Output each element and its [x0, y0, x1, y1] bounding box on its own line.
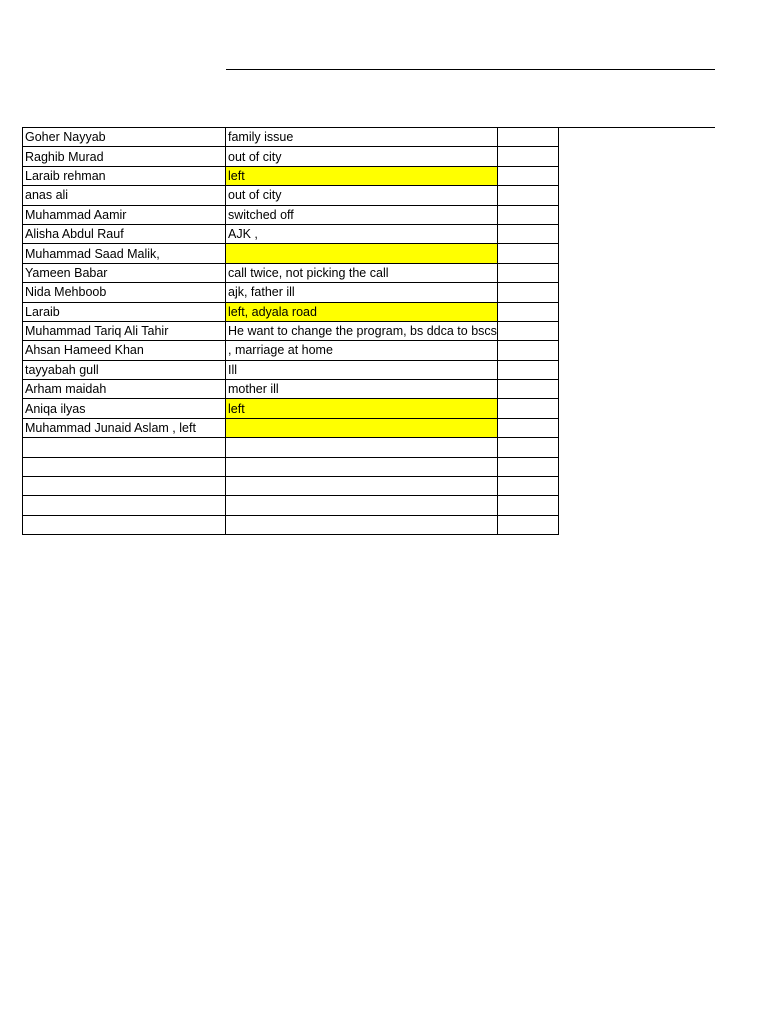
empty-cell [497, 496, 558, 515]
note-cell[interactable] [226, 224, 498, 243]
note-cell-highlighted[interactable] [226, 302, 498, 321]
name-text: Arham maidah [25, 382, 107, 397]
note-text: Ill [228, 362, 238, 377]
name-cell[interactable] [23, 224, 226, 243]
name-cell[interactable] [23, 418, 226, 437]
empty-cell [497, 341, 558, 360]
name-cell[interactable] [23, 477, 226, 496]
note-cell[interactable] [226, 380, 498, 399]
empty-cell [497, 438, 558, 457]
empty-cell [497, 224, 558, 243]
empty-cell [497, 166, 558, 185]
note-text: He want to change the program, bs ddca to bscs [228, 324, 497, 339]
table-row [23, 360, 559, 379]
note-text: left [228, 168, 245, 183]
name-text: Nida Mehboob [25, 285, 107, 300]
top-rule [226, 69, 715, 70]
note-cell[interactable] [226, 457, 498, 476]
note-cell[interactable] [226, 147, 498, 166]
note-cell[interactable] [226, 321, 498, 340]
empty-cell [497, 360, 558, 379]
name-cell[interactable] [23, 283, 226, 302]
table-row [23, 302, 559, 321]
table-row [23, 515, 559, 534]
name-cell[interactable] [23, 457, 226, 476]
name-text: Aniqa ilyas [25, 401, 86, 416]
name-text: Muhammad Saad Malik, [25, 246, 160, 261]
note-cell[interactable] [226, 205, 498, 224]
empty-cell [497, 399, 558, 418]
empty-cell [497, 263, 558, 282]
empty-cell [497, 457, 558, 476]
note-cell[interactable] [226, 128, 498, 147]
table-row [23, 205, 559, 224]
name-text: Raghib Murad [25, 149, 104, 164]
note-text: , marriage at home [228, 343, 333, 358]
note-cell[interactable] [226, 283, 498, 302]
name-cell[interactable] [23, 244, 226, 263]
name-cell[interactable] [23, 263, 226, 282]
table-body [23, 128, 559, 535]
table-row [23, 147, 559, 166]
note-text: call twice, not picking the call [228, 265, 389, 280]
name-text: Alisha Abdul Rauf [25, 227, 124, 242]
note-text: ajk, father ill [228, 285, 295, 300]
table-row [23, 321, 559, 340]
note-cell[interactable] [226, 477, 498, 496]
empty-cell [497, 477, 558, 496]
table-row [23, 128, 559, 147]
table-row [23, 380, 559, 399]
name-text: Muhammad Junaid Aslam , left [25, 421, 196, 436]
empty-cell [497, 205, 558, 224]
table-row [23, 496, 559, 515]
note-text: AJK , [228, 227, 258, 242]
note-cell[interactable] [226, 438, 498, 457]
table-row [23, 224, 559, 243]
table-row [23, 186, 559, 205]
name-text: Ahsan Hameed Khan [25, 343, 144, 358]
name-cell[interactable] [23, 399, 226, 418]
student-status-table [22, 127, 559, 535]
note-text: mother ill [228, 382, 279, 397]
note-cell-highlighted[interactable] [226, 418, 498, 437]
note-cell[interactable] [226, 496, 498, 515]
name-cell[interactable] [23, 341, 226, 360]
note-text: switched off [228, 207, 294, 222]
note-cell[interactable] [226, 263, 498, 282]
note-text: out of city [228, 188, 282, 203]
empty-cell [497, 302, 558, 321]
name-text: Laraib rehman [25, 168, 106, 183]
name-cell[interactable] [23, 205, 226, 224]
table-row [23, 477, 559, 496]
name-cell[interactable] [23, 186, 226, 205]
note-cell-highlighted[interactable] [226, 244, 498, 263]
table-row [23, 418, 559, 437]
table-row [23, 457, 559, 476]
note-cell[interactable] [226, 341, 498, 360]
name-cell[interactable] [23, 360, 226, 379]
table-row [23, 399, 559, 418]
name-cell[interactable] [23, 321, 226, 340]
table-row [23, 341, 559, 360]
note-text: out of city [228, 149, 282, 164]
note-text: family issue [228, 130, 294, 145]
empty-cell [497, 515, 558, 534]
name-cell[interactable] [23, 515, 226, 534]
name-text: Laraib [25, 304, 60, 319]
table-row [23, 438, 559, 457]
note-cell[interactable] [226, 515, 498, 534]
name-cell[interactable] [23, 302, 226, 321]
name-text: tayyabah gull [25, 362, 99, 377]
empty-cell [497, 380, 558, 399]
empty-cell [497, 186, 558, 205]
note-cell-highlighted[interactable] [226, 399, 498, 418]
empty-cell [497, 418, 558, 437]
name-text: Muhammad Aamir [25, 207, 127, 222]
empty-cell [497, 244, 558, 263]
note-cell[interactable] [226, 360, 498, 379]
table-row [23, 166, 559, 185]
empty-cell [497, 321, 558, 340]
extra-cell[interactable] [497, 128, 558, 147]
note-text: left [228, 401, 245, 416]
name-cell[interactable] [23, 380, 226, 399]
name-cell[interactable] [23, 496, 226, 515]
name-cell[interactable] [23, 438, 226, 457]
name-cell[interactable] [23, 128, 226, 147]
note-cell-highlighted[interactable] [226, 166, 498, 185]
name-cell[interactable] [23, 166, 226, 185]
table-row [23, 283, 559, 302]
name-text: Yameen Babar [25, 265, 108, 280]
name-cell[interactable] [23, 147, 226, 166]
name-text: Goher Nayyab [25, 130, 106, 145]
table-row [23, 263, 559, 282]
empty-cell [497, 283, 558, 302]
note-text: left, adyala road [228, 304, 317, 319]
note-cell[interactable] [226, 186, 498, 205]
empty-cell [497, 147, 558, 166]
table-row [23, 244, 559, 263]
name-text: anas ali [25, 188, 69, 203]
name-text: Muhammad Tariq Ali Tahir [25, 324, 169, 339]
